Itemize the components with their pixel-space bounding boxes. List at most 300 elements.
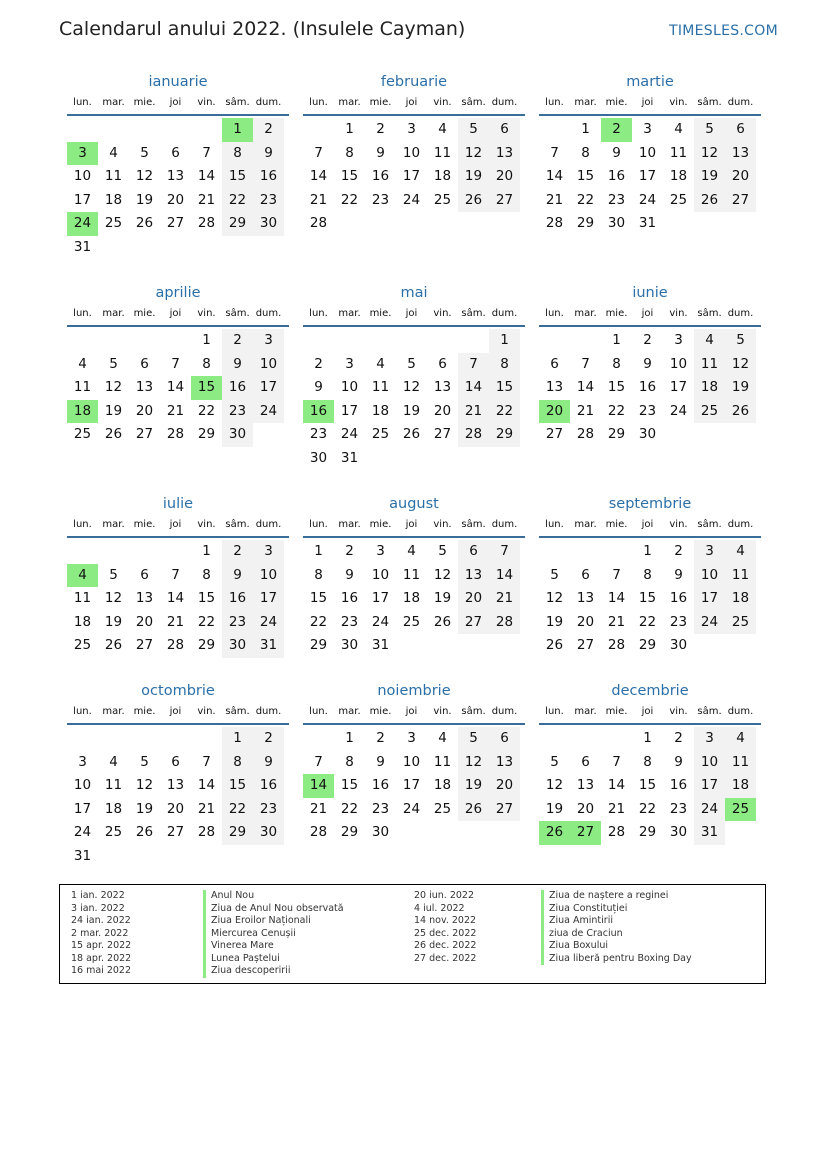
day-cell[interactable]: 9 bbox=[314, 379, 323, 395]
day-cell[interactable]: 29 bbox=[576, 215, 595, 231]
day-cell[interactable]: 13 bbox=[576, 777, 595, 793]
day-cell[interactable]: 6 bbox=[458, 540, 489, 564]
day-cell[interactable]: 1 bbox=[222, 727, 253, 751]
day-cell[interactable]: 10 bbox=[73, 777, 92, 793]
day-cell[interactable]: 12 bbox=[458, 751, 489, 775]
day-cell[interactable]: 27 bbox=[570, 821, 601, 845]
day-cell[interactable]: 7 bbox=[581, 355, 590, 372]
day-cell[interactable]: 9 bbox=[253, 142, 284, 166]
day-cell[interactable]: 9 bbox=[612, 144, 621, 161]
day-cell[interactable]: 16 bbox=[371, 168, 390, 184]
day-cell[interactable]: 17 bbox=[669, 379, 688, 395]
day-cell[interactable]: 9 bbox=[376, 753, 385, 770]
day-cell[interactable]: 28 bbox=[607, 824, 626, 840]
day-cell[interactable]: 9 bbox=[253, 751, 284, 775]
day-cell[interactable]: 8 bbox=[222, 142, 253, 166]
day-cell[interactable]: 3 bbox=[345, 355, 354, 372]
day-cell[interactable]: 24 bbox=[402, 800, 421, 817]
day-cell[interactable]: 17 bbox=[73, 191, 92, 208]
day-cell[interactable]: 30 bbox=[669, 824, 688, 840]
day-cell[interactable]: 21 bbox=[197, 800, 216, 817]
day-cell[interactable]: 23 bbox=[371, 800, 390, 817]
day-cell[interactable]: 6 bbox=[550, 355, 559, 372]
day-cell[interactable]: 26 bbox=[539, 821, 570, 845]
day-cell[interactable]: 7 bbox=[612, 753, 621, 770]
day-cell[interactable]: 3 bbox=[407, 121, 416, 137]
day-cell[interactable]: 7 bbox=[458, 353, 489, 377]
day-cell[interactable]: 27 bbox=[166, 215, 185, 231]
day-cell[interactable]: 30 bbox=[222, 423, 253, 447]
day-cell[interactable]: 10 bbox=[340, 379, 359, 395]
day-cell[interactable]: 8 bbox=[222, 751, 253, 775]
day-cell[interactable]: 10 bbox=[253, 564, 284, 588]
day-cell[interactable]: 16 bbox=[371, 777, 390, 793]
day-cell[interactable]: 10 bbox=[694, 751, 725, 775]
day-cell[interactable]: 21 bbox=[166, 402, 185, 419]
day-cell[interactable]: 17 bbox=[402, 777, 421, 793]
day-cell[interactable]: 24 bbox=[67, 212, 98, 236]
day-cell[interactable]: 11 bbox=[433, 144, 452, 161]
day-cell[interactable]: 2 bbox=[376, 730, 385, 746]
day-cell[interactable]: 12 bbox=[694, 142, 725, 166]
day-cell[interactable]: 26 bbox=[104, 426, 123, 442]
day-cell[interactable]: 13 bbox=[489, 142, 520, 166]
day-cell[interactable]: 15 bbox=[191, 376, 222, 400]
day-cell[interactable]: 1 bbox=[202, 332, 211, 348]
day-cell[interactable]: 19 bbox=[104, 613, 123, 630]
day-cell[interactable]: 1 bbox=[612, 332, 621, 348]
day-cell[interactable]: 30 bbox=[669, 637, 688, 653]
day-cell[interactable]: 7 bbox=[171, 566, 180, 583]
day-cell[interactable]: 14 bbox=[309, 168, 328, 184]
day-cell[interactable]: 1 bbox=[345, 121, 354, 137]
day-cell[interactable]: 4 bbox=[438, 121, 447, 137]
day-cell[interactable]: 20 bbox=[135, 613, 154, 630]
day-cell[interactable]: 8 bbox=[643, 753, 652, 770]
day-cell[interactable]: 19 bbox=[135, 191, 154, 208]
day-cell[interactable]: 29 bbox=[197, 426, 216, 442]
day-cell[interactable]: 14 bbox=[545, 168, 564, 184]
day-cell[interactable]: 17 bbox=[371, 590, 390, 606]
day-cell[interactable]: 11 bbox=[694, 353, 725, 377]
day-cell[interactable]: 28 bbox=[197, 824, 216, 840]
day-cell[interactable]: 20 bbox=[576, 613, 595, 630]
day-cell[interactable]: 15 bbox=[222, 774, 253, 798]
day-cell[interactable]: 8 bbox=[202, 355, 211, 372]
day-cell[interactable]: 27 bbox=[489, 798, 520, 822]
day-cell[interactable]: 14 bbox=[576, 379, 595, 395]
day-cell[interactable]: 26 bbox=[545, 637, 564, 653]
day-cell[interactable]: 2 bbox=[643, 332, 652, 348]
day-cell[interactable]: 12 bbox=[135, 777, 154, 793]
day-cell[interactable]: 20 bbox=[433, 402, 452, 419]
day-cell[interactable]: 22 bbox=[340, 191, 359, 208]
day-cell[interactable]: 17 bbox=[253, 376, 284, 400]
day-cell[interactable]: 2 bbox=[674, 543, 683, 559]
day-cell[interactable]: 5 bbox=[458, 727, 489, 751]
day-cell[interactable]: 18 bbox=[73, 613, 92, 630]
day-cell[interactable]: 4 bbox=[67, 564, 98, 588]
day-cell[interactable]: 16 bbox=[340, 590, 359, 606]
day-cell[interactable]: 3 bbox=[253, 329, 284, 353]
day-cell[interactable]: 31 bbox=[694, 821, 725, 845]
day-cell[interactable]: 25 bbox=[669, 191, 688, 208]
day-cell[interactable]: 23 bbox=[340, 613, 359, 630]
day-cell[interactable]: 22 bbox=[197, 613, 216, 630]
day-cell[interactable]: 25 bbox=[694, 400, 725, 424]
day-cell[interactable]: 28 bbox=[576, 426, 595, 442]
day-cell[interactable]: 14 bbox=[607, 590, 626, 606]
day-cell[interactable]: 26 bbox=[433, 613, 452, 630]
day-cell[interactable]: 5 bbox=[550, 566, 559, 583]
day-cell[interactable]: 18 bbox=[669, 168, 688, 184]
day-cell[interactable]: 3 bbox=[407, 730, 416, 746]
day-cell[interactable]: 10 bbox=[402, 753, 421, 770]
day-cell[interactable]: 31 bbox=[340, 449, 359, 466]
day-cell[interactable]: 8 bbox=[612, 355, 621, 372]
day-cell[interactable]: 26 bbox=[458, 798, 489, 822]
day-cell[interactable]: 22 bbox=[309, 613, 328, 630]
day-cell[interactable]: 6 bbox=[171, 144, 180, 161]
day-cell[interactable]: 17 bbox=[694, 774, 725, 798]
day-cell[interactable]: 23 bbox=[253, 798, 284, 822]
day-cell[interactable]: 24 bbox=[402, 191, 421, 208]
day-cell[interactable]: 4 bbox=[725, 727, 756, 751]
day-cell[interactable]: 25 bbox=[73, 637, 92, 653]
day-cell[interactable]: 19 bbox=[458, 165, 489, 189]
day-cell[interactable]: 4 bbox=[78, 355, 87, 372]
day-cell[interactable]: 25 bbox=[433, 800, 452, 817]
day-cell[interactable]: 20 bbox=[166, 800, 185, 817]
day-cell[interactable]: 5 bbox=[694, 118, 725, 142]
day-cell[interactable]: 22 bbox=[607, 402, 626, 419]
day-cell[interactable]: 22 bbox=[638, 800, 657, 817]
day-cell[interactable]: 29 bbox=[489, 423, 520, 447]
day-cell[interactable]: 4 bbox=[725, 540, 756, 564]
day-cell[interactable]: 25 bbox=[73, 426, 92, 442]
day-cell[interactable]: 25 bbox=[725, 611, 756, 635]
day-cell[interactable]: 17 bbox=[694, 587, 725, 611]
day-cell[interactable]: 2 bbox=[222, 540, 253, 564]
day-cell[interactable]: 5 bbox=[438, 543, 447, 559]
day-cell[interactable]: 3 bbox=[253, 540, 284, 564]
day-cell[interactable]: 25 bbox=[402, 613, 421, 630]
day-cell[interactable]: 12 bbox=[545, 590, 564, 606]
day-cell[interactable]: 3 bbox=[67, 142, 98, 166]
day-cell[interactable]: 7 bbox=[202, 753, 211, 770]
day-cell[interactable]: 22 bbox=[222, 189, 253, 213]
day-cell[interactable]: 18 bbox=[433, 777, 452, 793]
day-cell[interactable]: 11 bbox=[371, 379, 390, 395]
day-cell[interactable]: 19 bbox=[725, 376, 756, 400]
day-cell[interactable]: 17 bbox=[253, 587, 284, 611]
day-cell[interactable]: 2 bbox=[674, 730, 683, 746]
day-cell[interactable]: 3 bbox=[694, 727, 725, 751]
day-cell[interactable]: 1 bbox=[643, 543, 652, 559]
day-cell[interactable]: 3 bbox=[694, 540, 725, 564]
day-cell[interactable]: 27 bbox=[458, 611, 489, 635]
day-cell[interactable]: 3 bbox=[376, 543, 385, 559]
day-cell[interactable]: 12 bbox=[433, 566, 452, 583]
day-cell[interactable]: 19 bbox=[433, 590, 452, 606]
day-cell[interactable]: 17 bbox=[402, 168, 421, 184]
day-cell[interactable]: 2 bbox=[253, 118, 284, 142]
day-cell[interactable]: 18 bbox=[402, 590, 421, 606]
day-cell[interactable]: 28 bbox=[545, 215, 564, 231]
day-cell[interactable]: 13 bbox=[166, 777, 185, 793]
day-cell[interactable]: 27 bbox=[166, 824, 185, 840]
day-cell[interactable]: 25 bbox=[371, 426, 390, 442]
day-cell[interactable]: 20 bbox=[135, 402, 154, 419]
day-cell[interactable]: 16 bbox=[222, 376, 253, 400]
day-cell[interactable]: 13 bbox=[458, 564, 489, 588]
day-cell[interactable]: 9 bbox=[643, 355, 652, 372]
day-cell[interactable]: 28 bbox=[309, 824, 328, 840]
day-cell[interactable]: 1 bbox=[489, 329, 520, 353]
day-cell[interactable]: 2 bbox=[314, 355, 323, 372]
day-cell[interactable]: 10 bbox=[253, 353, 284, 377]
day-cell[interactable]: 23 bbox=[371, 191, 390, 208]
day-cell[interactable]: 18 bbox=[433, 168, 452, 184]
day-cell[interactable]: 28 bbox=[166, 426, 185, 442]
day-cell[interactable]: 31 bbox=[73, 238, 92, 255]
day-cell[interactable]: 21 bbox=[576, 402, 595, 419]
day-cell[interactable]: 12 bbox=[458, 142, 489, 166]
day-cell[interactable]: 14 bbox=[166, 590, 185, 606]
day-cell[interactable]: 8 bbox=[581, 144, 590, 161]
day-cell[interactable]: 7 bbox=[612, 566, 621, 583]
day-cell[interactable]: 26 bbox=[135, 824, 154, 840]
day-cell[interactable]: 28 bbox=[458, 423, 489, 447]
day-cell[interactable]: 16 bbox=[669, 777, 688, 793]
day-cell[interactable]: 18 bbox=[104, 191, 123, 208]
day-cell[interactable]: 9 bbox=[222, 564, 253, 588]
day-cell[interactable]: 6 bbox=[438, 355, 447, 372]
day-cell[interactable]: 31 bbox=[73, 847, 92, 864]
day-cell[interactable]: 13 bbox=[135, 590, 154, 606]
day-cell[interactable]: 6 bbox=[725, 118, 756, 142]
day-cell[interactable]: 24 bbox=[253, 400, 284, 424]
day-cell[interactable]: 5 bbox=[109, 566, 118, 583]
day-cell[interactable]: 28 bbox=[489, 611, 520, 635]
day-cell[interactable]: 23 bbox=[222, 400, 253, 424]
day-cell[interactable]: 29 bbox=[638, 637, 657, 653]
day-cell[interactable]: 11 bbox=[104, 168, 123, 184]
day-cell[interactable]: 7 bbox=[314, 753, 323, 770]
day-cell[interactable]: 7 bbox=[202, 144, 211, 161]
day-cell[interactable]: 30 bbox=[607, 215, 626, 231]
day-cell[interactable]: 5 bbox=[140, 753, 149, 770]
day-cell[interactable]: 5 bbox=[725, 329, 756, 353]
day-cell[interactable]: 15 bbox=[309, 590, 328, 606]
day-cell[interactable]: 27 bbox=[489, 189, 520, 213]
day-cell[interactable]: 3 bbox=[78, 753, 87, 770]
day-cell[interactable]: 14 bbox=[197, 777, 216, 793]
day-cell[interactable]: 6 bbox=[489, 727, 520, 751]
day-cell[interactable]: 16 bbox=[607, 168, 626, 184]
day-cell[interactable]: 27 bbox=[725, 189, 756, 213]
day-cell[interactable]: 21 bbox=[607, 613, 626, 630]
day-cell[interactable]: 17 bbox=[73, 800, 92, 817]
day-cell[interactable]: 24 bbox=[253, 611, 284, 635]
day-cell[interactable]: 26 bbox=[694, 189, 725, 213]
day-cell[interactable]: 11 bbox=[402, 566, 421, 583]
day-cell[interactable]: 19 bbox=[694, 165, 725, 189]
day-cell[interactable]: 23 bbox=[669, 613, 688, 630]
day-cell[interactable]: 11 bbox=[104, 777, 123, 793]
day-cell[interactable]: 19 bbox=[402, 402, 421, 419]
day-cell[interactable]: 29 bbox=[607, 426, 626, 442]
day-cell[interactable]: 6 bbox=[581, 753, 590, 770]
day-cell[interactable]: 21 bbox=[309, 191, 328, 208]
day-cell[interactable]: 13 bbox=[489, 751, 520, 775]
day-cell[interactable]: 2 bbox=[376, 121, 385, 137]
day-cell[interactable]: 16 bbox=[222, 587, 253, 611]
day-cell[interactable]: 6 bbox=[489, 118, 520, 142]
day-cell[interactable]: 26 bbox=[402, 426, 421, 442]
day-cell[interactable]: 30 bbox=[371, 824, 390, 840]
day-cell[interactable]: 11 bbox=[669, 144, 688, 161]
day-cell[interactable]: 7 bbox=[314, 144, 323, 161]
day-cell[interactable]: 23 bbox=[222, 611, 253, 635]
day-cell[interactable]: 21 bbox=[545, 191, 564, 208]
day-cell[interactable]: 30 bbox=[253, 212, 284, 236]
day-cell[interactable]: 8 bbox=[643, 566, 652, 583]
day-cell[interactable]: 15 bbox=[638, 777, 657, 793]
day-cell[interactable]: 29 bbox=[638, 824, 657, 840]
day-cell[interactable]: 9 bbox=[376, 144, 385, 161]
day-cell[interactable]: 3 bbox=[643, 121, 652, 137]
day-cell[interactable]: 14 bbox=[166, 379, 185, 395]
day-cell[interactable]: 18 bbox=[67, 400, 98, 424]
day-cell[interactable]: 29 bbox=[222, 212, 253, 236]
day-cell[interactable]: 21 bbox=[607, 800, 626, 817]
day-cell[interactable]: 25 bbox=[104, 215, 123, 231]
day-cell[interactable]: 20 bbox=[166, 191, 185, 208]
day-cell[interactable]: 14 bbox=[607, 777, 626, 793]
day-cell[interactable]: 15 bbox=[576, 168, 595, 184]
day-cell[interactable]: 28 bbox=[166, 637, 185, 653]
day-cell[interactable]: 16 bbox=[303, 400, 334, 424]
day-cell[interactable]: 4 bbox=[674, 121, 683, 137]
day-cell[interactable]: 13 bbox=[545, 379, 564, 395]
day-cell[interactable]: 12 bbox=[104, 379, 123, 395]
day-cell[interactable]: 28 bbox=[197, 215, 216, 231]
day-cell[interactable]: 14 bbox=[458, 376, 489, 400]
day-cell[interactable]: 27 bbox=[135, 426, 154, 442]
day-cell[interactable]: 2 bbox=[601, 118, 632, 142]
day-cell[interactable]: 27 bbox=[135, 637, 154, 653]
day-cell[interactable]: 20 bbox=[489, 165, 520, 189]
day-cell[interactable]: 6 bbox=[171, 753, 180, 770]
day-cell[interactable]: 10 bbox=[694, 564, 725, 588]
day-cell[interactable]: 22 bbox=[340, 800, 359, 817]
day-cell[interactable]: 8 bbox=[345, 753, 354, 770]
day-cell[interactable]: 30 bbox=[638, 426, 657, 442]
day-cell[interactable]: 17 bbox=[638, 168, 657, 184]
day-cell[interactable]: 11 bbox=[73, 379, 92, 395]
day-cell[interactable]: 11 bbox=[725, 751, 756, 775]
day-cell[interactable]: 6 bbox=[581, 566, 590, 583]
day-cell[interactable]: 30 bbox=[309, 449, 328, 466]
day-cell[interactable]: 25 bbox=[725, 798, 756, 822]
day-cell[interactable]: 4 bbox=[438, 730, 447, 746]
day-cell[interactable]: 27 bbox=[545, 426, 564, 442]
day-cell[interactable]: 21 bbox=[309, 800, 328, 817]
day-cell[interactable]: 19 bbox=[104, 402, 123, 419]
day-cell[interactable]: 20 bbox=[725, 165, 756, 189]
day-cell[interactable]: 10 bbox=[638, 144, 657, 161]
day-cell[interactable]: 14 bbox=[197, 168, 216, 184]
day-cell[interactable]: 10 bbox=[73, 168, 92, 184]
day-cell[interactable]: 14 bbox=[489, 564, 520, 588]
day-cell[interactable]: 31 bbox=[638, 215, 657, 231]
day-cell[interactable]: 9 bbox=[674, 753, 683, 770]
day-cell[interactable]: 15 bbox=[638, 590, 657, 606]
day-cell[interactable]: 25 bbox=[433, 191, 452, 208]
day-cell[interactable]: 10 bbox=[402, 144, 421, 161]
day-cell[interactable]: 1 bbox=[202, 543, 211, 559]
day-cell[interactable]: 13 bbox=[433, 379, 452, 395]
day-cell[interactable]: 18 bbox=[725, 774, 756, 798]
day-cell[interactable]: 18 bbox=[104, 800, 123, 817]
day-cell[interactable]: 2 bbox=[345, 543, 354, 559]
day-cell[interactable]: 18 bbox=[371, 402, 390, 419]
day-cell[interactable]: 26 bbox=[104, 637, 123, 653]
day-cell[interactable]: 20 bbox=[489, 774, 520, 798]
day-cell[interactable]: 8 bbox=[202, 566, 211, 583]
day-cell[interactable]: 15 bbox=[222, 165, 253, 189]
day-cell[interactable]: 22 bbox=[576, 191, 595, 208]
day-cell[interactable]: 4 bbox=[407, 543, 416, 559]
day-cell[interactable]: 24 bbox=[340, 426, 359, 442]
day-cell[interactable]: 12 bbox=[104, 590, 123, 606]
day-cell[interactable]: 1 bbox=[643, 730, 652, 746]
day-cell[interactable]: 27 bbox=[433, 426, 452, 442]
day-cell[interactable]: 20 bbox=[576, 800, 595, 817]
day-cell[interactable]: 24 bbox=[669, 402, 688, 419]
day-cell[interactable]: 11 bbox=[725, 564, 756, 588]
day-cell[interactable]: 2 bbox=[222, 329, 253, 353]
day-cell[interactable]: 4 bbox=[694, 329, 725, 353]
day-cell[interactable]: 8 bbox=[314, 566, 323, 583]
day-cell[interactable]: 1 bbox=[581, 121, 590, 137]
day-cell[interactable]: 4 bbox=[376, 355, 385, 372]
day-cell[interactable]: 15 bbox=[197, 590, 216, 606]
day-cell[interactable]: 16 bbox=[253, 774, 284, 798]
day-cell[interactable]: 22 bbox=[489, 400, 520, 424]
day-cell[interactable]: 24 bbox=[371, 613, 390, 630]
day-cell[interactable]: 28 bbox=[607, 637, 626, 653]
day-cell[interactable]: 7 bbox=[489, 540, 520, 564]
day-cell[interactable]: 12 bbox=[545, 777, 564, 793]
day-cell[interactable]: 29 bbox=[222, 821, 253, 845]
day-cell[interactable]: 21 bbox=[489, 587, 520, 611]
day-cell[interactable]: 12 bbox=[402, 379, 421, 395]
day-cell[interactable]: 13 bbox=[135, 379, 154, 395]
day-cell[interactable]: 24 bbox=[73, 824, 92, 840]
day-cell[interactable]: 18 bbox=[725, 587, 756, 611]
day-cell[interactable]: 13 bbox=[725, 142, 756, 166]
day-cell[interactable]: 23 bbox=[638, 402, 657, 419]
day-cell[interactable]: 29 bbox=[309, 637, 328, 653]
day-cell[interactable]: 28 bbox=[309, 215, 328, 231]
day-cell[interactable]: 19 bbox=[545, 613, 564, 630]
day-cell[interactable]: 5 bbox=[109, 355, 118, 372]
day-cell[interactable]: 24 bbox=[638, 191, 657, 208]
day-cell[interactable]: 19 bbox=[135, 800, 154, 817]
day-cell[interactable]: 12 bbox=[725, 353, 756, 377]
